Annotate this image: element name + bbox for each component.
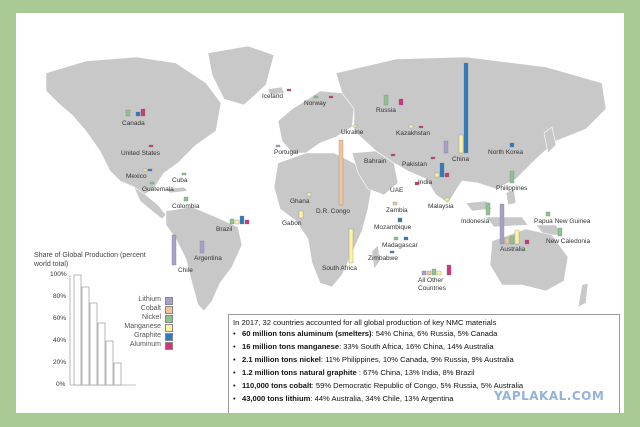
bar-canada-graphite (136, 112, 140, 116)
bar-argentina-lithium (200, 241, 204, 253)
bar-ghana-manganese (307, 193, 311, 196)
info-item-aluminum: • 60 million tons aluminum (smelters): 54% China, 6% Russia, 5% Canada (233, 329, 498, 338)
label-guatemala: Guatemala (142, 186, 174, 193)
label-gabon: Gabon (282, 220, 302, 227)
bar-chile-lithium (172, 235, 176, 265)
bar-indonesia-nickel (486, 203, 490, 215)
label-ghana: Ghana (290, 198, 310, 205)
bar-guatemala-nickel (150, 182, 154, 184)
bar-brazil-nickel (230, 219, 234, 224)
bar-brazil-manganese (235, 220, 239, 224)
bar-india-manganese (435, 173, 439, 177)
label-iceland: Iceland (262, 93, 283, 100)
label-philippines: Philippines (496, 185, 528, 192)
bar-norway-aluminum (329, 96, 333, 98)
bar-mexico-manganese (143, 169, 147, 171)
share-bar-0 (74, 275, 81, 385)
bar-china-graphite (464, 63, 468, 153)
label-bahrain: Bahrain (364, 158, 387, 165)
bar-portugal-lithium (276, 145, 280, 147)
label-kazakhstan: Kazakhstan (396, 130, 430, 137)
bar-canada-aluminum (141, 109, 145, 116)
label-portugal: Portugal (274, 149, 299, 156)
label-mozambique: Mozambique (374, 224, 412, 231)
bar-north-korea-graphite (510, 143, 514, 147)
label-mexico: Mexico (126, 173, 147, 180)
info-item-nickel: • 2.1 million tons nickel: 11% Philippines, 10% Canada, 9% Russia, 9% Australia (233, 355, 514, 364)
label-all-other: All Other Countries (418, 277, 446, 292)
bar-dr-congo-cobalt (339, 140, 343, 205)
share-bar-1 (82, 287, 89, 385)
label-canada: Canada (122, 120, 145, 127)
legend-aluminum: Aluminum (119, 341, 161, 350)
bar-bahrain-aluminum (391, 154, 395, 156)
tick-60: 60% (53, 315, 67, 322)
tick-40: 40% (53, 337, 67, 344)
legend-cobalt: Cobalt (119, 305, 161, 314)
label-uae: UAE (390, 187, 404, 194)
label-zambia: Zambia (386, 207, 408, 214)
label-malaysia: Malaysia (428, 203, 454, 210)
bar-brazil-graphite (240, 216, 244, 224)
label-norway: Norway (304, 100, 327, 107)
bar-cuba-nickel (182, 173, 186, 175)
label-madagascar: Madagascar (382, 242, 418, 249)
label-dr-congo: D.R. Congo (316, 208, 350, 215)
share-chart-bars (74, 275, 121, 385)
label-australia: Australia (500, 246, 526, 253)
share-bar-4 (106, 341, 113, 385)
bar-china-lithium (444, 141, 448, 153)
bar-russia-nickel (384, 95, 388, 105)
legend-swatch-cobalt (165, 306, 173, 314)
info-item-manganese: • 16 million tons manganese: 33% South Africa, 16% China, 14% Australia (233, 342, 494, 351)
tick-0: 0% (56, 381, 66, 388)
label-new-caledonia: New Caledonia (546, 238, 591, 245)
bar-australia-manganese (515, 230, 519, 244)
legend-nickel: Nickel (119, 314, 161, 323)
bar-colombia-nickel (184, 197, 188, 201)
label-north-korea: North Korea (488, 149, 524, 156)
legend-swatch-nickel (165, 315, 173, 323)
bar-madagascar-nickel (394, 237, 398, 240)
label-india: India (418, 179, 433, 186)
bar-india-aluminum (445, 173, 449, 177)
bar-all-other-cobalt (427, 271, 431, 275)
bar-kazakhstan-aluminum (419, 126, 423, 128)
bar-madagascar-graphite (404, 237, 408, 240)
info-item-lithium: • 43,000 tons lithium: 44% Australia, 34% Chile, 13% Argentina (233, 394, 454, 403)
bar-russia-aluminum (399, 99, 403, 105)
label-ukraine: Ukraine (341, 129, 364, 136)
legend-manganese: Manganese (119, 323, 161, 332)
share-bar-3 (98, 323, 105, 385)
bar-philippines-nickel (510, 171, 514, 183)
bar-iceland-aluminum (287, 89, 291, 91)
info-item-cobalt: • 110,000 tons cobalt: 59% Democratic Republic of Congo, 5% Russia, 5% Australia (233, 381, 524, 390)
label-russia: Russia (376, 107, 396, 114)
legend-swatch-manganese (165, 324, 173, 332)
info-item-graphite: • 1.2 million tons natural graphite : 67% China, 13% India, 8% Brazil (233, 368, 475, 377)
label-indonesia: Indonesia (461, 218, 490, 225)
bar-australia-cobalt (505, 238, 509, 244)
bar-all-other-lithium (422, 271, 426, 275)
bar-canada-nickel (126, 110, 130, 116)
watermark: YAPLAKAL.COM (494, 389, 605, 403)
label-zimbabwe: Zimbabwe (368, 255, 398, 262)
label-brazil: Brazil (216, 226, 233, 233)
bar-south-africa-manganese (349, 229, 353, 263)
legend-graphite: Graphite (119, 332, 161, 341)
tick-20: 20% (53, 359, 67, 366)
bar-india-graphite (440, 163, 444, 177)
bar-gabon-manganese (299, 211, 303, 218)
bar-zimbabwe-graphite (390, 251, 394, 253)
tick-80: 80% (53, 293, 67, 300)
bar-ukraine-manganese (353, 125, 357, 127)
label-cuba: Cuba (172, 177, 188, 184)
bar-all-other-nickel (432, 269, 436, 275)
legend-swatch-graphite (165, 333, 173, 341)
label-pakistan: Pakistan (402, 161, 427, 168)
label-chile: Chile (178, 267, 193, 274)
bar-kazakhstan-manganese (409, 125, 413, 128)
bar-all-other-aluminum (447, 265, 451, 275)
share-bar-5 (114, 363, 121, 385)
bar-china-manganese (459, 135, 463, 153)
landmass-nz (578, 283, 588, 307)
label-argentina: Argentina (194, 255, 222, 262)
map-figure (16, 13, 624, 413)
bar-png-nickel (546, 212, 550, 216)
info-header: In 2017, 32 countries accounted for all global production of key NMC materials (233, 318, 497, 327)
share-bar-2 (90, 303, 97, 385)
legend-swatch-aluminum (165, 342, 173, 350)
bar-brazil-aluminum (245, 220, 249, 224)
label-china: China (452, 156, 469, 163)
bar-pakistan-aluminum (431, 157, 435, 159)
bar-mozambique-graphite (398, 218, 402, 222)
share-chart-title: Share of Global Production (percent world total) (34, 252, 146, 268)
label-colombia: Colombia (172, 203, 200, 210)
bar-new-caledonia-nickel (558, 228, 562, 236)
legend-swatch-lithium (165, 297, 173, 305)
bar-australia-lithium (500, 204, 504, 244)
bar-united-states-aluminum (149, 145, 153, 147)
bar-zambia-cobalt (393, 202, 397, 205)
bar-norway-nickel (314, 96, 318, 98)
bar-australia-aluminum (525, 240, 529, 244)
legend-lithium: Lithium (119, 296, 161, 305)
bar-all-other-manganese (437, 271, 441, 275)
label-south-africa: South Africa (322, 265, 358, 272)
label-united-states: United States (121, 150, 161, 157)
bar-australia-nickel (510, 236, 514, 244)
bar-mexico-graphite (148, 169, 152, 171)
bar-malaysia-manganese (445, 198, 449, 201)
label-papua-new-guinea: Papua New Guinea (534, 218, 591, 225)
tick-100: 100% (50, 271, 67, 278)
